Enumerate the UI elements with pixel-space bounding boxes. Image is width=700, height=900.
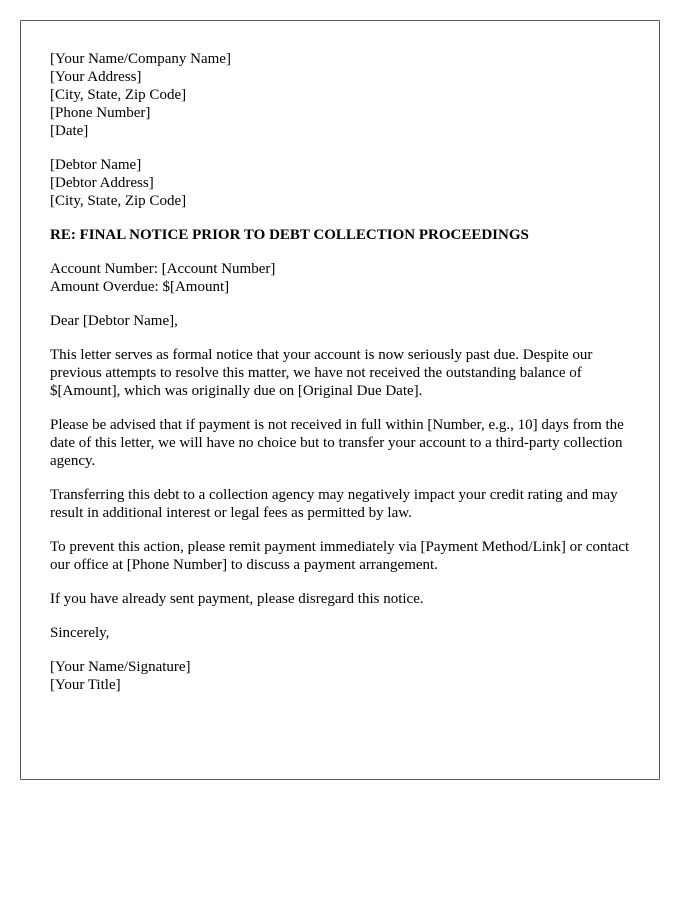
paragraph-disregard: If you have already sent payment, please disregard this notice.: [50, 591, 424, 607]
recipient-address-block: [50, 156, 640, 210]
signature-title: [Your Title]: [50, 677, 121, 693]
sender-city-state-zip: [City, State, Zip Code]: [50, 87, 187, 103]
account-info-block: [50, 260, 640, 296]
sender-phone: [Phone Number]: [50, 105, 151, 121]
amount-overdue: Amount Overdue: $[Amount]: [50, 279, 230, 295]
sender-address-block: [50, 50, 640, 140]
sender-name: [Your Name/Company Name]: [50, 51, 231, 67]
paragraph-collection-warning: Please be advised that if payment is not received in full within [Number, e.g., 10] days from the date of this letter, we will have no choice but to transfer your account to a third-party collection agency.: [50, 417, 624, 469]
paragraph-credit-impact: Transferring this debt to a collection agency may negatively impact your credit rating and may result in additional interest or legal fees as permitted by law.: [50, 487, 618, 521]
recipient-city-state-zip: [City, State, Zip Code]: [50, 193, 187, 209]
signature-block: [50, 658, 640, 694]
letter-body: [50, 50, 640, 710]
recipient-name: [Debtor Name]: [50, 157, 142, 173]
account-number: Account Number: [Account Number]: [50, 261, 276, 277]
signature-name: [Your Name/Signature]: [50, 659, 191, 675]
paragraph-payment-instructions: To prevent this action, please remit payment immediately via [Payment Method/Link] or contact our office at [Phone Number] to discuss a payment arrangement.: [50, 539, 630, 573]
salutation: Dear [Debtor Name],: [50, 313, 178, 329]
recipient-address: [Debtor Address]: [50, 175, 154, 191]
closing: Sincerely,: [50, 625, 110, 641]
letter-date: [Date]: [50, 123, 89, 139]
paragraph-past-due: This letter serves as formal notice that your account is now seriously past due. Despite our previous attempts to resolve this matter, we have not received the outstanding balance of $[Amount], which was originally due on [Original Due Date].: [50, 347, 593, 399]
sender-address: [Your Address]: [50, 69, 142, 85]
letter-page: [20, 20, 660, 780]
subject-line: RE: FINAL NOTICE PRIOR TO DEBT COLLECTION PROCEEDINGS: [50, 227, 529, 243]
